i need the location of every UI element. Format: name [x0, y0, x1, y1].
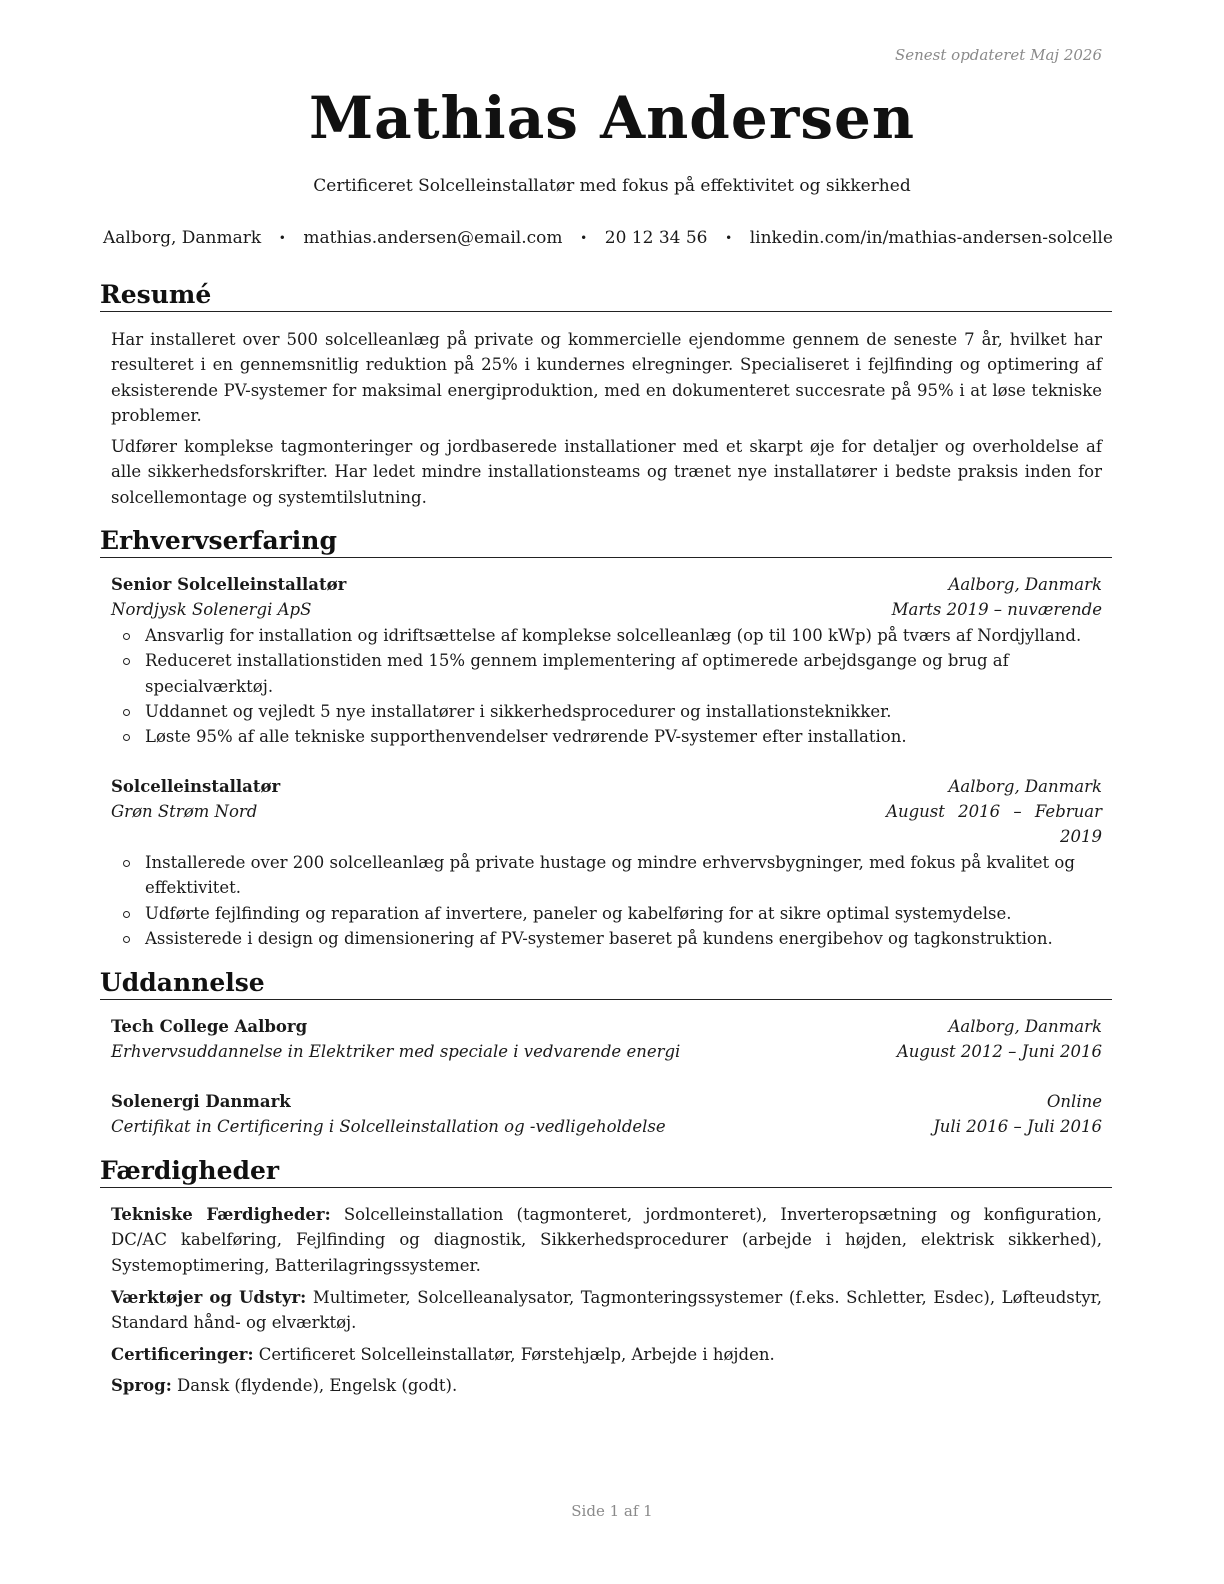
skills-text: Certificeret Solcelleinstallatør, Førstehjælp, Arbejde i højden. — [258, 1345, 775, 1364]
job-subheader — [111, 799, 1102, 850]
tagline: Certificeret Solcelleinstallatør med fokus på effektivitet og sikkerhed — [313, 176, 911, 196]
education-location: Online — [1046, 1092, 1102, 1111]
job-dates-line: August 2016 – Februar — [886, 802, 1102, 821]
education-subheader — [111, 1114, 1102, 1139]
bullet-separator: • — [725, 231, 733, 245]
last-updated: Senest opdateret Maj 2026 — [894, 46, 1102, 64]
list-item: Ansvarlig for installation og idriftsættelse af komplekse solcelleanlæg (op til 100 kWp) på tværs af Nordjylland. — [111, 623, 1104, 648]
list-item: Udførte fejlfinding og reparation af invertere, paneler og kabelføring for at sikre optimal systemydelse. — [111, 901, 1104, 926]
list-item: Uddannet og vejledt 5 nye installatører i sikkerhedsprocedurer og installationsteknikker. — [111, 699, 1104, 724]
job-company: Nordjysk Solenergi ApS — [111, 600, 312, 619]
contact-location: Aalborg, Danmark — [103, 228, 262, 248]
skills-text: Dansk (flydende), Engelsk (godt). — [177, 1376, 458, 1395]
job-dates-line: 2019 — [1060, 827, 1102, 847]
education-school: Tech College Aalborg — [111, 1017, 308, 1036]
education-location: Aalborg, Danmark — [948, 1017, 1102, 1036]
list-item: Installerede over 200 solcelleanlæg på private hustage og mindre erhvervsbygninger, med fokus på kvalitet og effektivitet. — [111, 850, 1104, 901]
education-degree: Erhvervsuddannelse in Elektriker med speciale i vedvarende energi — [111, 1042, 681, 1061]
job-subheader — [111, 597, 1102, 622]
skills-item — [111, 1342, 1102, 1367]
education-header — [111, 1014, 1102, 1039]
skills-item — [111, 1285, 1102, 1336]
section-title-experience: Erhvervserfaring — [100, 526, 1112, 558]
contact-email[interactable]: mathias.andersen@email.com — [303, 228, 563, 248]
job-role: Solcelleinstallatør — [111, 777, 281, 796]
job-header — [111, 774, 1102, 799]
list-item: Reduceret installationstiden med 15% gennem implementering af optimerede arbejdsgange og brug af specialværktøj. — [111, 648, 1104, 699]
skills-label: Sprog: — [111, 1376, 172, 1395]
summary-paragraph: Udfører komplekse tagmonteringer og jordbaserede installationer med et skarpt øje for detaljer og overholdelse af alle sikkerhedsforskrifter. Har ledet mindre installationsteams og trænet nye installatører i bedste praksis inden for solcellemontage og systemtilslutning. — [111, 437, 1102, 507]
contact-linkedin[interactable]: linkedin.com/in/mathias-andersen-solcelle — [749, 228, 1113, 248]
job-company: Grøn Strøm Nord — [111, 802, 258, 821]
list-item: Løste 95% af alle tekniske supporthenvendelser vedrørende PV-systemer efter installation. — [111, 724, 1104, 749]
contact-phone: 20 12 34 56 — [604, 228, 708, 248]
education-header — [111, 1089, 1102, 1114]
section-title-education: Uddannelse — [100, 968, 1112, 1000]
skills-text: Multimeter, Solcelleanalysator, Tagmonteringssystemer (f.eks. Schletter, Esdec), Løfteudstyr, Standard hånd- og elværktøj. — [111, 1288, 1103, 1333]
job-header — [111, 572, 1102, 597]
list-item: Assisterede i design og dimensionering af PV-systemer baseret på kundens energibehov og tagkonstruktion. — [111, 926, 1104, 951]
skills-label: Certificeringer: — [111, 1345, 254, 1364]
bullet-separator: • — [278, 231, 286, 245]
skills-text: Solcelleinstallation (tagmonteret, jordmonteret), Inverteropsætning og konfiguration, DC/AC kabelføring, Fejlfinding og diagnostik, Sikkerhedsprocedurer (arbejde i højden, elektrisk sikkerhed), Systemoptimering, Batterilagringssystemer. — [111, 1205, 1102, 1275]
skills-label: Værktøjer og Udstyr: — [111, 1288, 307, 1307]
education-dates: August 2012 – Juni 2016 — [896, 1042, 1102, 1061]
skills-item — [111, 1202, 1102, 1278]
education-subheader — [111, 1039, 1102, 1064]
skills-item — [111, 1373, 1102, 1398]
contact-line — [103, 228, 1113, 248]
job-bullets — [111, 623, 1104, 749]
section-title-summary: Resumé — [100, 280, 1112, 312]
education-school: Solenergi Danmark — [111, 1092, 291, 1111]
job-role: Senior Solcelleinstallatør — [111, 575, 347, 594]
job-location: Aalborg, Danmark — [948, 575, 1102, 594]
skills-label: Tekniske Færdigheder: — [111, 1205, 331, 1224]
job-location: Aalborg, Danmark — [948, 777, 1102, 796]
page-number: Side 1 af 1 — [571, 1502, 653, 1520]
bullet-separator: • — [580, 231, 588, 245]
job-dates — [886, 799, 1102, 850]
education-degree: Certifikat in Certificering i Solcelleinstallation og -vedligeholdelse — [111, 1117, 666, 1136]
section-title-skills: Færdigheder — [100, 1156, 1112, 1188]
candidate-name: Mathias Andersen — [308, 84, 916, 152]
job-dates: Marts 2019 – nuværende — [891, 600, 1102, 619]
job-bullets — [111, 850, 1104, 951]
education-dates: Juli 2016 – Juli 2016 — [933, 1117, 1102, 1136]
summary-paragraph: Har installeret over 500 solcelleanlæg på private og kommercielle ejendomme gennem de seneste 7 år, hvilket har resulteret i en gennemsnitlig reduktion på 25% i kundernes elregninger. Specialiseret i fejlfinding og optimering af eksisterende PV-systemer for maksimal energiproduktion, med en dokumenteret succesrate på 95% i at løse tekniske problemer. — [111, 330, 1102, 425]
